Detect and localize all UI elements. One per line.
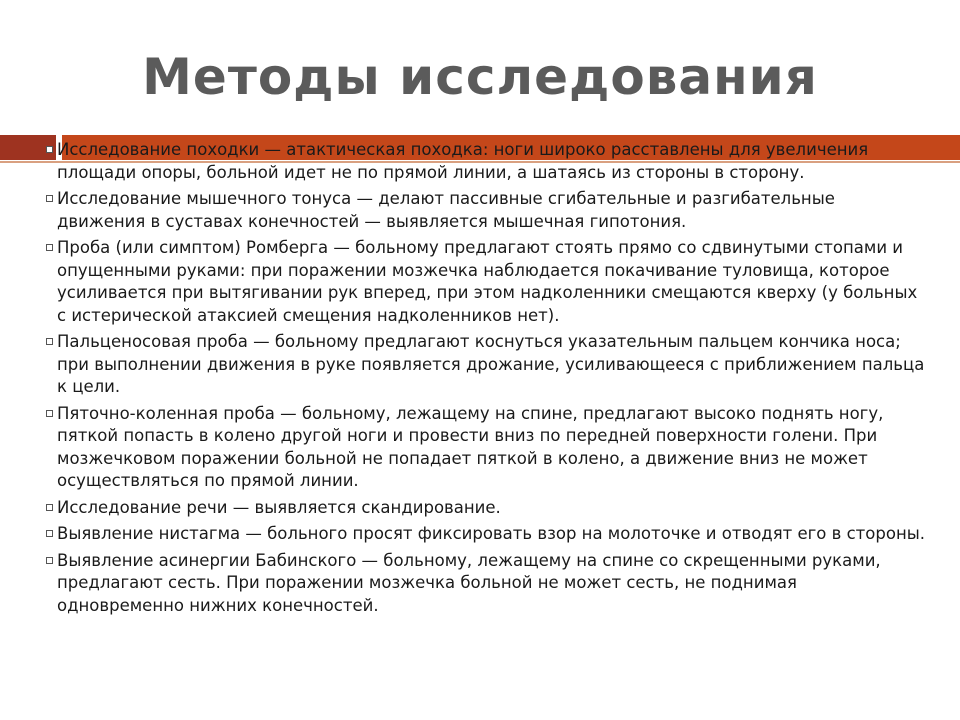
bullet-item xyxy=(46,331,926,399)
bullet-item xyxy=(46,237,926,327)
square-bullet-icon xyxy=(46,557,53,564)
bullet-text: Исследование мышечного тонуса — делают пассивные сгибательные и разгибательные движения в суставах конечностей — выявляется мышечная гипотония. xyxy=(57,189,835,231)
bullet-item xyxy=(46,188,926,233)
bullet-item xyxy=(46,403,926,493)
square-bullet-icon xyxy=(46,338,53,345)
square-bullet-icon xyxy=(46,410,53,417)
bullet-text: Исследование речи — выявляется скандирование. xyxy=(57,497,501,517)
bullet-text: Выявление асинергии Бабинского — больному, лежащему на спине со скрещенными руками, предлагают сесть. При поражении мозжечка больной не может сесть, не поднимая одновременно нижних конечностей. xyxy=(57,550,881,615)
bullet-text: Выявление нистагма — больного просят фиксировать взор на молоточке и отводят его в стороны. xyxy=(57,524,926,543)
bullet-text: Исследование походки — атактическая походка: ноги широко расставлены для увеличения площади опоры, больной идет не по прямой линии, а шатаясь из стороны в сторону. xyxy=(57,140,869,182)
square-bullet-icon xyxy=(46,146,53,153)
bullet-item xyxy=(46,497,926,520)
square-bullet-icon xyxy=(46,504,53,511)
bullet-text: Пальценосовая проба — больному предлагают коснуться указательным пальцем кончика носа; при выполнении движения в руке появляется дрожание, усиливающееся с приближением пальца к цели. xyxy=(57,332,925,396)
bullet-item xyxy=(46,550,926,618)
square-bullet-icon xyxy=(46,530,53,537)
bullet-item xyxy=(46,523,926,546)
bullet-text: Пяточно-коленная проба — больному, лежащему на спине, предлагают высоко поднять ногу, пяткой попасть в колено другой ноги и провести вниз по передней поверхности голени. При мозжечковом поражении больной не попадает пяткой в колено, а движение вниз не может осуществляться по прямой линии. xyxy=(57,403,884,490)
bullet-list xyxy=(46,139,926,621)
bullet-text: Проба (или симптом) Ромберга — больному предлагают стоять прямо со сдвинутыми стопами и опущенными руками: при поражении мозжечка наблюдается покачивание туловища, которое усиливается при вытягивании рук вперед, при этом надколенники смещаются кверху (у больных с истерической атаксией смещения надколенников нет). xyxy=(57,238,918,325)
square-bullet-icon xyxy=(46,195,53,202)
square-bullet-icon xyxy=(46,244,53,251)
bullet-item xyxy=(46,139,926,184)
slide-title: Методы исследования xyxy=(142,48,818,106)
